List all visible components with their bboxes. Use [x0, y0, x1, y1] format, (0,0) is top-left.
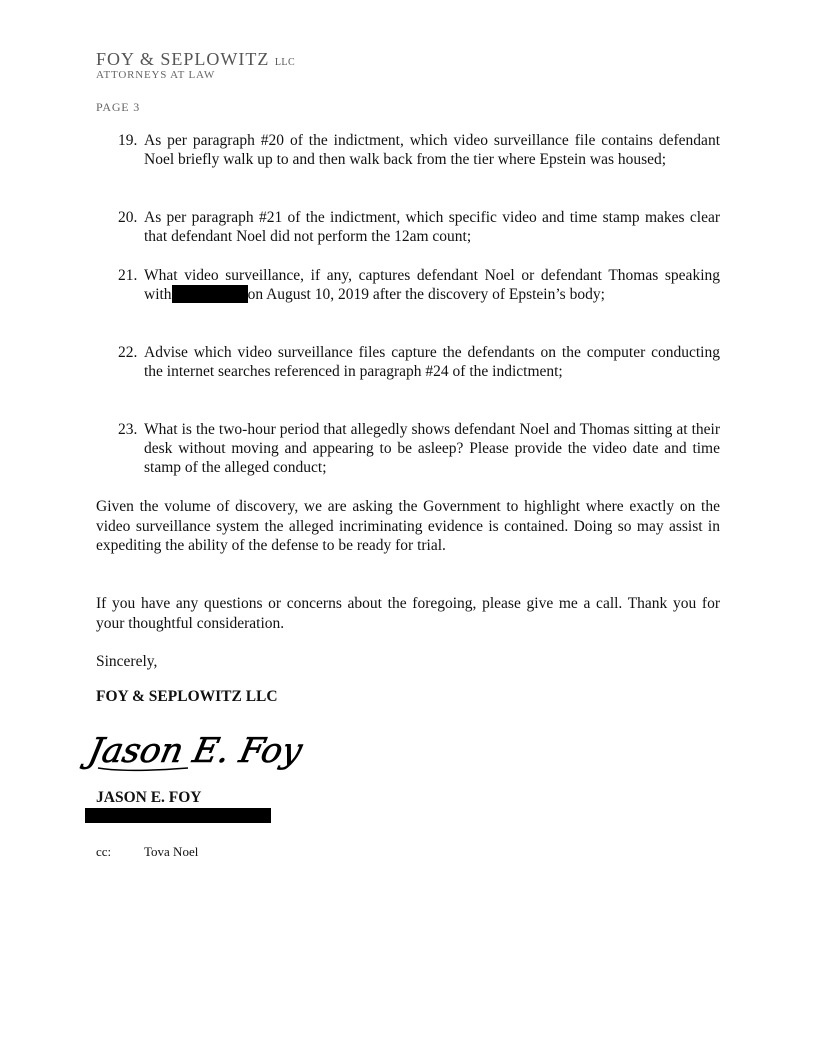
firm-name-suffix: LLC — [274, 57, 296, 68]
item-number: 22. — [118, 344, 138, 361]
item-number: 23. — [118, 421, 138, 438]
item-text — [144, 266, 720, 304]
body-paragraph-closing: If you have any questions or concerns about the foregoing, please give me a call. Thank you for your thoughtful consideration. — [96, 595, 720, 632]
salutation: Sincerely, — [96, 653, 158, 670]
numbered-item-23 — [118, 420, 720, 478]
firm-signoff: FOY & SEPLOWITZ LLC — [96, 688, 278, 705]
redaction-bar-signature-block — [85, 808, 271, 823]
numbered-item-19 — [118, 131, 720, 169]
handwritten-signature — [84, 728, 306, 774]
item-text: What is the two-hour period that allegedly shows defendant Noel and Thomas sitting at their desk without moving and appearing to be asleep? Please provide the video date and time stamp of the alleged conduct; — [144, 421, 720, 477]
item-number: 21. — [118, 267, 138, 284]
item-text-after-redaction: on August 10, 2019 after the discovery of Epstein’s body; — [247, 286, 605, 304]
letterhead-subtitle: ATTORNEYS AT LAW — [96, 69, 216, 81]
numbered-item-22 — [118, 343, 720, 381]
signature-script: Jason E. Foy — [84, 731, 306, 771]
cc-label: cc: — [96, 844, 112, 859]
letterhead-firm-name — [96, 49, 295, 70]
item-text: As per paragraph #20 of the indictment, which video surveillance file contains defendant Noel briefly walk up to and then walk back from the tier where Epstein was housed; — [144, 132, 720, 169]
body-paragraph-discovery: Given the volume of discovery, we are asking the Government to highlight where exactly on the video surveillance system the alleged incriminating evidence is contained. Doing so may assist in expediting the ability of the defense to be ready for trial. — [96, 498, 720, 554]
item-text: Advise which video surveillance files capture the defendants on the computer conducting the internet searches referenced in paragraph #24 of the indictment; — [144, 344, 720, 381]
page-number-label: PAGE 3 — [96, 100, 141, 114]
item-text-before-redaction: What video surveillance, if any, captures defendant Noel or defendant Thomas speaking with — [144, 267, 720, 304]
firm-name-text: FOY & SEPLOWITZ — [96, 49, 270, 69]
item-text: As per paragraph #21 of the indictment, which specific video and time stamp makes clear that defendant Noel did not perform the 12am count; — [144, 209, 720, 246]
item-number: 20. — [118, 209, 138, 226]
item-number: 19. — [118, 132, 138, 149]
numbered-item-21 — [118, 266, 720, 304]
redaction-bar — [172, 285, 248, 303]
cc-recipient: Tova Noel — [144, 844, 199, 859]
signer-name: JASON E. FOY — [96, 789, 202, 806]
numbered-item-20 — [118, 208, 720, 246]
